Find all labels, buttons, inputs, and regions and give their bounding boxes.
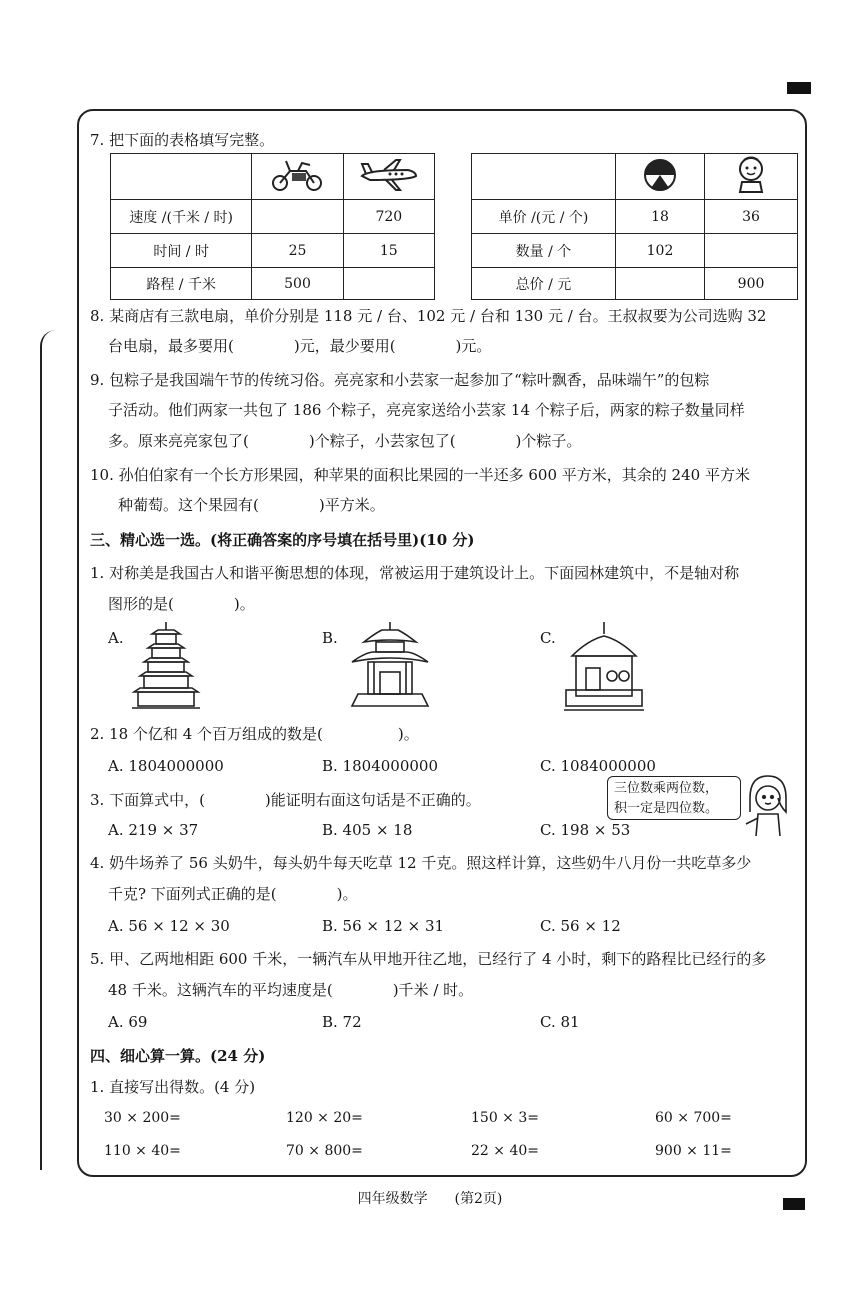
ball-cell [615, 154, 704, 200]
row-label-distance: 路程 / 千米 [111, 268, 252, 300]
calc-item: 70 × 800= [286, 1143, 363, 1159]
bubble-line2: 积一定是四位数。 [614, 801, 719, 816]
s3-q4-option-c: C. 56 × 12 [540, 917, 621, 935]
calc-item: 22 × 40= [471, 1143, 539, 1159]
q10-line2: 种葡萄。这个果园有( )平方米。 [118, 496, 385, 514]
s3-q4-line2: 千克? 下面列式正确的是( )。 [108, 885, 358, 903]
s3-q2-option-b: B. 1804000000 [322, 757, 438, 775]
option-c-label: C. [540, 629, 556, 647]
s3-q1-line1: 1. 对称美是我国古人和谐平衡思想的体现，常被运用于建筑设计上。下面园林建筑中，不是轴对称 [90, 564, 740, 582]
row-label-unit-price: 单价 /(元 / 个) [472, 200, 616, 234]
motorcycle-icon [268, 157, 326, 193]
binding-line [40, 330, 58, 1170]
cell-distance-motorcycle[interactable]: 500 [252, 268, 343, 300]
calc-item: 150 × 3= [471, 1110, 539, 1126]
q9-line1: 9. 包粽子是我国端午节的传统习俗。亮亮家和小芸家一起参加了“粽叶飘香，品味端午”的包粽 [90, 371, 710, 389]
s3-q3-option-a: A. 219 × 37 [108, 821, 199, 839]
ball-icon [643, 158, 677, 192]
cell-quantity-ball[interactable]: 102 [615, 234, 704, 268]
doll-cell [705, 154, 798, 200]
s3-q3-option-b: B. 405 × 18 [322, 821, 413, 839]
motorcycle-cell [252, 154, 343, 200]
row-label-time: 时间 / 时 [111, 234, 252, 268]
speed-time-distance-table [110, 153, 435, 300]
row-label-total: 总价 / 元 [472, 268, 616, 300]
calc-item: 60 × 700= [655, 1110, 732, 1126]
s4-q1-title: 1. 直接写出得数。(4 分) [90, 1078, 256, 1096]
section4-heading: 四、细心算一算。(24 分) [90, 1047, 266, 1065]
q8-line1: 8. 某商店有三款电扇，单价分别是 118 元 / 台、102 元 / 台和 130 元 / 台。王叔叔要为公司选购 32 [90, 307, 767, 325]
s3-q5-option-b: B. 72 [322, 1013, 362, 1031]
cell-total-ball[interactable] [615, 268, 704, 300]
cell-time-motorcycle[interactable]: 25 [252, 234, 343, 268]
s3-q2-option-a: A. 1804000000 [108, 757, 224, 775]
s3-q5-line2: 48 千米。这辆汽车的平均速度是( )千米 / 时。 [108, 981, 474, 999]
s3-q4-line1: 4. 奶牛场养了 56 头奶牛，每头奶牛每天吃草 12 千克。照这样计算，这些奶牛八月份一共吃草多少 [90, 854, 752, 872]
s3-q3-option-c: C. 198 × 53 [540, 821, 631, 839]
footer-subject: 四年级数学 [357, 1191, 428, 1207]
s3-q1-line2: 图形的是( )。 [108, 595, 255, 613]
registration-mark-top [787, 82, 811, 94]
q9-line3: 多。原来亮亮家包了( )个粽子，小芸家包了( )个粽子。 [108, 432, 582, 450]
garden-house-icon [562, 620, 646, 714]
s3-q5-option-c: C. 81 [540, 1013, 580, 1031]
section3-heading: 三、精心选一选。(将正确答案的序号填在括号里)(10 分) [90, 531, 475, 549]
cell-distance-airplane[interactable] [343, 268, 434, 300]
page-footer [0, 1188, 860, 1208]
option-a-label: A. [108, 629, 124, 647]
cell-price-doll[interactable]: 36 [705, 200, 798, 234]
cell-price-ball[interactable]: 18 [615, 200, 704, 234]
price-quantity-total-table [471, 153, 798, 300]
girl-avatar-icon [740, 772, 796, 838]
q9-line2: 子活动。他们两家一共包了 186 个粽子，亮亮家送给小芸家 14 个粽子后，两家的粽子数量同样 [108, 401, 745, 419]
cell-quantity-doll[interactable] [705, 234, 798, 268]
airplane-cell [343, 154, 434, 200]
calc-item: 120 × 20= [286, 1110, 363, 1126]
q8-line2: 台电扇，最多要用( )元，最少要用( )元。 [108, 337, 492, 355]
speech-bubble [607, 776, 741, 820]
calc-item: 110 × 40= [104, 1143, 181, 1159]
bubble-line1: 三位数乘两位数， [614, 781, 719, 796]
cell-speed-airplane[interactable]: 720 [343, 200, 434, 234]
footer-page-number: (第2页) [454, 1191, 503, 1207]
q7-title: 7. 把下面的表格填写完整。 [90, 131, 275, 149]
calc-item: 900 × 11= [655, 1143, 732, 1159]
s3-q5-line1: 5. 甲、乙两地相距 600 千米，一辆汽车从甲地开往乙地，已经行了 4 小时，剩下的路程比已经行的多 [90, 950, 767, 968]
cell-time-airplane[interactable]: 15 [343, 234, 434, 268]
pavilion-building-icon [344, 620, 436, 712]
row-label-quantity: 数量 / 个 [472, 234, 616, 268]
q10-line1: 10. 孙伯伯家有一个长方形果园，种苹果的面积比果园的一半还多 600 平方米，其余的 240 平方米 [90, 466, 750, 484]
doll-icon [736, 156, 766, 194]
s3-q2-option-c: C. 1084000000 [540, 757, 656, 775]
cell-total-doll[interactable]: 900 [705, 268, 798, 300]
airplane-icon [358, 158, 420, 192]
s3-q5-option-a: A. 69 [108, 1013, 148, 1031]
calc-item: 30 × 200= [104, 1110, 181, 1126]
s3-q3-stem: 3. 下面算式中，( )能证明右面这句话是不正确的。 [90, 791, 481, 809]
s3-q4-option-a: A. 56 × 12 × 30 [108, 917, 230, 935]
cell-speed-motorcycle[interactable] [252, 200, 343, 234]
s3-q4-option-b: B. 56 × 12 × 31 [322, 917, 445, 935]
row-label-speed: 速度 /(千米 / 时) [111, 200, 252, 234]
option-b-label: B. [322, 629, 338, 647]
s3-q2-stem: 2. 18 个亿和 4 个百万组成的数是( )。 [90, 725, 419, 743]
pagoda-building-icon [130, 620, 202, 712]
